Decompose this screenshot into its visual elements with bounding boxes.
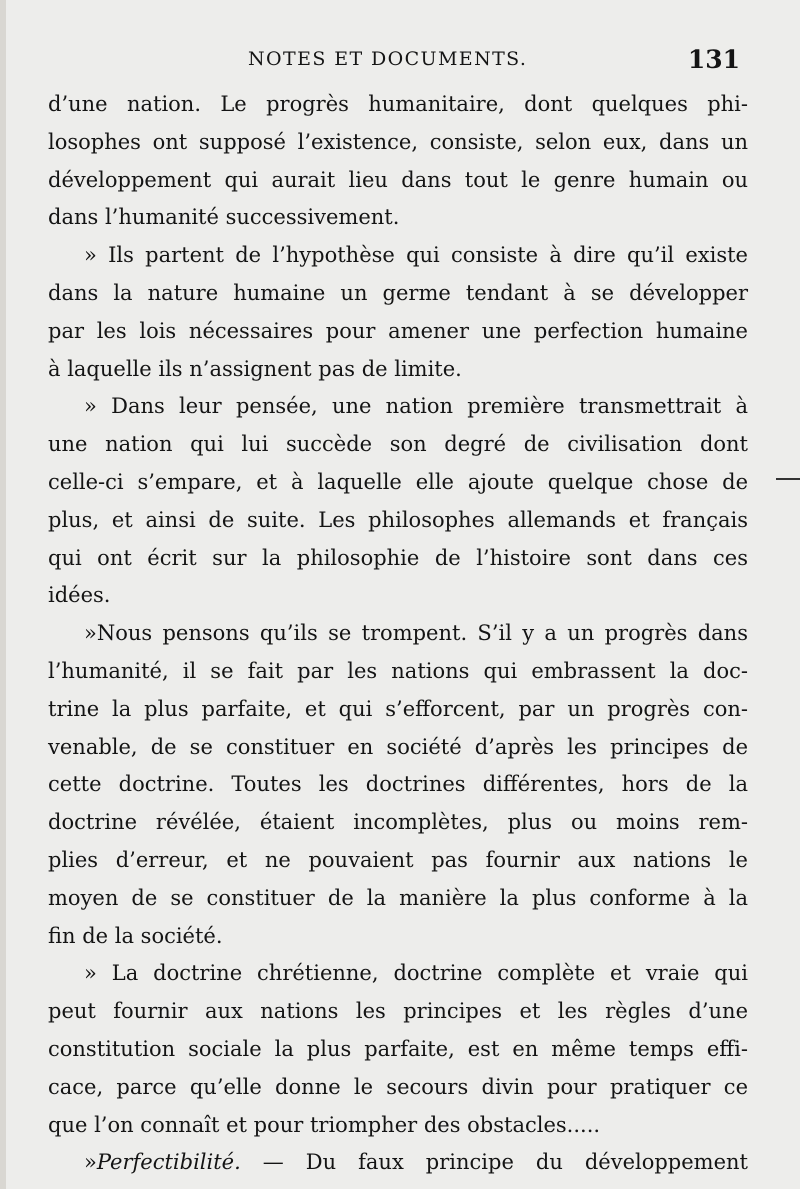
text-line: » Dans leur pensée, une nation première transmettrait à [84,394,748,419]
text-line: l’humanité, il se fait par les nations qui embrassent la doc- [48,658,748,683]
text-line: cace, parce qu’elle donne le secours divin pour pratiquer ce [48,1074,748,1099]
text-line: que l’on connaît et pour triompher des obstacles..... [48,1112,601,1137]
text-line: » Ils partent de l’hypothèse qui consiste à dire qu’il existe [84,243,748,268]
text-line: une nation qui lui succède son degré de civilisation dont [48,432,748,457]
text-line: trine la plus parfaite, et qui s’efforcent, par un progrès con- [48,696,748,721]
text-line: d’une nation. Le progrès humanitaire, dont quelques phi- [48,92,748,116]
text-line: dans l’humanité successivement. [48,205,400,230]
text-line: fin de la société. [48,923,223,948]
text-line: moyen de se constituer de la manière la plus conforme à la [48,885,748,910]
text-line: cette doctrine. Toutes les doctrines différentes, hors de la [48,772,748,797]
text-line: dans la nature humaine un germe tendant à se développer [48,280,748,305]
text-line: doctrine révélée, étaient incomplètes, plus ou moins rem- [48,810,748,835]
text-line: plies d’erreur, et ne pouvaient pas fournir aux nations le [48,847,748,872]
text-line: »Nous pensons qu’ils se trompent. S’il y a un progrès dans [84,621,748,646]
page-edge-mark [776,478,800,480]
text-line: à laquelle ils n’assignent pas de limite. [48,356,462,381]
text-line: peut fournir aux nations les principes et les règles d’une [48,999,748,1024]
page-gutter-shadow [0,0,6,1189]
text-line: développement qui aurait lieu dans tout le genre humain ou [48,167,748,192]
running-title: NOTES ET DOCUMENTS. [248,48,528,70]
text-line: » La doctrine chrétienne, doctrine complète et vraie qui [84,961,748,986]
italic-term: Perfectibilité. [96,1150,241,1175]
final-line-rest: — Du faux principe du développement [240,1150,748,1175]
text-line: plus, et ainsi de suite. Les philosophes allemands et français [48,507,748,532]
final-line [48,1144,748,1182]
text-line: par les lois nécessaires pour amener une perfection humaine [48,318,748,343]
text-line: qui ont écrit sur la philosophie de l’histoire sont dans ces [48,545,748,570]
text-line: venable, de se constituer en société d’après les principes de [48,734,748,759]
page-number: 131 [687,45,740,74]
text-line: losophes ont supposé l’existence, consiste, selon eux, dans un [48,129,748,154]
text-line: celle-ci s’empare, et à laquelle elle ajoute quelque chose de [48,469,748,494]
text-line: idées. [48,583,111,608]
main-text [48,86,748,1182]
running-header [48,45,748,78]
quote-mark: » [84,1150,97,1175]
text-line: constitution sociale la plus parfaite, est en même temps effi- [48,1036,748,1061]
